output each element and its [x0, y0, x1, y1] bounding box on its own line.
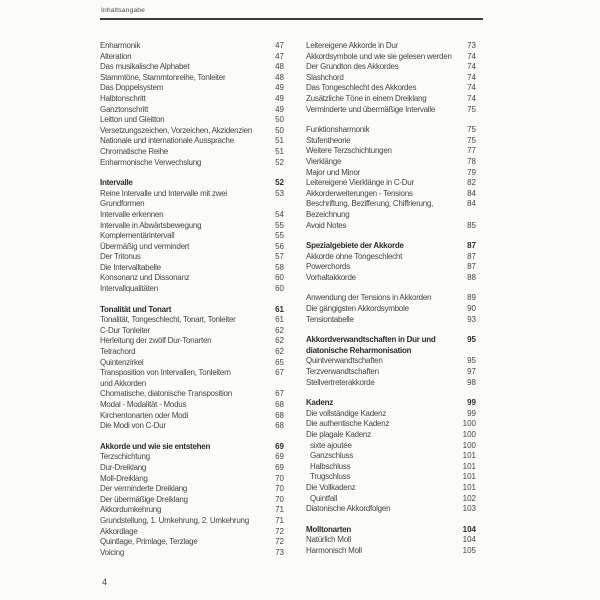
toc-entry-label: Komplementärintervall [100, 231, 175, 241]
toc-entry-label: Stammtöne, Stammtonreihe, Tonleiter [100, 72, 226, 82]
toc-entry-label: Enharmonische Verwechslung [100, 157, 202, 167]
toc-entry-label-line2: Bezeichnung [306, 209, 350, 219]
toc-entry-label: Stufentheorie [306, 135, 351, 145]
toc-entry-page: 55 [275, 220, 284, 230]
toc-entry-label: Harmonisch Moll [306, 545, 362, 555]
toc-group [306, 241, 476, 283]
toc-entry-label: Voicing [100, 547, 125, 557]
toc-entry [306, 41, 476, 52]
toc-entry [100, 505, 284, 516]
toc-entry-page: 95 [467, 335, 476, 345]
toc-entry [306, 157, 476, 168]
toc-entry [100, 242, 284, 253]
toc-entry-label: Trugschluss [310, 472, 351, 482]
toc-entry-label: Akkordverwandtschaften in Dur und [306, 335, 436, 345]
toc-entry-page: 48 [275, 72, 284, 82]
toc-entry [100, 537, 284, 548]
toc-entry-page: 87 [467, 251, 476, 261]
toc-entry-label: C-Dur Tonleiter [100, 325, 150, 335]
toc-entry-page: 98 [467, 377, 476, 387]
toc-entry [306, 136, 476, 147]
toc-entry-page: 54 [275, 209, 284, 219]
toc-entry-label: Herleitung der zwölf Dur-Tonarten [100, 336, 212, 346]
toc-entry-page: 90 [467, 304, 476, 314]
toc-entry-label: Spezialgebiete der Akkorde [306, 241, 404, 251]
toc-entry-label: Tonalität, Tongeschlecht, Tonart, Tonleiter [100, 315, 236, 325]
toc-entry-page: 70 [275, 473, 284, 483]
toc-entry-page: 100 [462, 430, 476, 439]
toc-entry-page: 55 [275, 231, 284, 241]
toc-entry [306, 483, 476, 494]
toc-entry-page: 101 [462, 482, 476, 492]
toc-entry [306, 83, 476, 94]
toc-entry [306, 535, 476, 546]
toc-entry-label: Die vollständige Kadenz [306, 408, 387, 418]
toc-entry-label: Die Vollkadenz [306, 482, 356, 492]
toc-entry [100, 52, 284, 63]
toc-entry-page: 49 [275, 83, 284, 93]
toc-entry-label: Grundstellung, 1. Umkehrung, 2. Umkehrung [100, 515, 249, 525]
toc-column-left [100, 41, 284, 568]
toc-entry [100, 516, 284, 527]
toc-entry-page: 50 [275, 125, 284, 135]
toc-entry-label: Intervallqualitäten [100, 284, 158, 294]
toc-entry [306, 73, 476, 84]
toc-entry-page: 87 [467, 241, 476, 251]
toc-entry [306, 378, 476, 389]
toc-entry-label: Akkordumkehrung [100, 505, 162, 515]
toc-entry-page: 69 [275, 441, 284, 451]
toc-entry-page: 74 [467, 51, 476, 61]
toc-entry-page: 77 [467, 146, 476, 156]
toc-entry-page: 67 [275, 389, 284, 399]
toc-entry-page: 85 [467, 220, 476, 230]
toc-entry-label-line2: diatonische Reharmonisation [306, 345, 412, 355]
toc-entry-label: Terzschichtung [100, 452, 150, 462]
toc-entry [100, 484, 284, 495]
toc-entry-page: 103 [462, 504, 476, 514]
toc-entry [100, 126, 284, 137]
toc-entry-label: Major und Minor [306, 167, 361, 177]
toc-entry [306, 494, 476, 505]
toc-entry [100, 115, 284, 126]
toc-entry-page: 68 [275, 410, 284, 420]
toc-entry-page: 69 [275, 462, 284, 472]
toc-entry [306, 105, 476, 116]
toc-entry [100, 368, 284, 389]
toc-entry-page: 93 [467, 314, 476, 324]
toc-entry [100, 41, 284, 52]
toc-entry-page: 95 [467, 356, 476, 366]
toc-entry-label: Dur-Dreiklang [100, 462, 147, 472]
toc-entry [100, 221, 284, 232]
toc-entry-label: Ganztonschritt [100, 104, 149, 114]
toc-entry [100, 389, 284, 400]
toc-entry-label: Weitere Terzschichtungen [306, 146, 392, 156]
toc-entry-page: 57 [275, 252, 284, 262]
toc-entry [306, 199, 476, 220]
toc-entry-label: Reine Intervalle und Intervalle mit zwei [100, 188, 227, 198]
toc-entry [306, 409, 476, 420]
toc-group [100, 178, 284, 295]
toc-entry-page: 105 [462, 545, 476, 555]
toc-entry-label: Die Modi von C-Dur [100, 421, 166, 431]
toc-entry [306, 356, 476, 367]
toc-entry [306, 221, 476, 232]
toc-entry [306, 62, 476, 73]
toc-entry-page: 51 [275, 146, 284, 156]
toc-entry-label: Alteration [100, 51, 132, 61]
toc-group [306, 398, 476, 515]
toc-entry-label: Der Tritonus [100, 252, 141, 262]
toc-entry-label: Die gängigsten Akkordsymbole [306, 304, 409, 314]
toc-group [306, 41, 476, 115]
toc-entry-label: Die authentische Kadenz [306, 419, 390, 429]
toc-entry-label: Kirchentonarten oder Modi [100, 410, 189, 420]
toc-entry-label: Stellvertreterakkorde [306, 377, 375, 387]
toc-entry-label: Konsonanz und Dissonanz [100, 273, 190, 283]
toc-entry-page: 68 [275, 400, 284, 409]
toc-entry [100, 358, 284, 369]
toc-entry-page: 82 [467, 178, 476, 188]
toc-entry [306, 241, 476, 252]
toc-entry-label: Akkordlage [100, 526, 138, 536]
toc-group [100, 305, 284, 432]
toc-entry-page: 100 [462, 419, 476, 429]
toc-entry-page: 62 [275, 347, 284, 357]
toc-entry [100, 347, 284, 358]
toc-entry-page: 52 [275, 178, 284, 188]
toc-entry-label: Intervalle [100, 178, 133, 188]
toc-entry [100, 326, 284, 337]
toc-entry-label: Anwendung der Tensions in Akkorden [306, 293, 432, 303]
toc-entry [100, 474, 284, 485]
toc-entry-label: Tonalität und Tonart [100, 304, 172, 314]
toc-entry-label: Akkorde und wie sie entstehen [100, 441, 211, 451]
toc-entry-page: 99 [467, 408, 476, 418]
toc-entry-page: 51 [275, 136, 284, 146]
toc-entry [100, 305, 284, 316]
toc-entry-label: Vorhaltakkorde [306, 272, 356, 282]
toc-entry-page: 75 [467, 104, 476, 114]
toc-entry-page: 50 [275, 115, 284, 125]
toc-entry-page: 97 [467, 367, 476, 377]
toc-entry-label: Funktionsharmonik [306, 125, 370, 135]
toc-entry-label: Diatonische Akkordfolgen [306, 504, 391, 514]
toc-entry-page: 60 [275, 284, 284, 294]
toc-entry-label: Halbtonschritt [100, 93, 146, 103]
toc-entry [306, 293, 476, 304]
toc-entry [100, 263, 284, 274]
toc-entry-label: Der übermäßige Dreiklang [100, 494, 188, 504]
toc-entry [306, 504, 476, 515]
toc-entry-label: Avoid Notes [306, 220, 347, 230]
toc-entry [100, 252, 284, 263]
toc-entry [306, 430, 476, 441]
toc-entry-label: Intervalle erkennen [100, 209, 164, 219]
toc-entry-label: sixte ajoutée [310, 440, 352, 450]
toc-entry [100, 421, 284, 432]
toc-entry-label: Beschriftung, Bezifferung, Chiffrierung, [306, 199, 434, 209]
toc-entry-label: Leitereigene Vierklänge in C-Dur [306, 178, 414, 188]
toc-entry [100, 452, 284, 463]
toc-entry-page: 72 [275, 526, 284, 536]
toc-entry-page: 72 [275, 537, 284, 547]
toc-entry [100, 273, 284, 284]
toc-entry-page: 89 [467, 293, 476, 303]
toc-entry [306, 419, 476, 430]
toc-entry-label: Chromatische Reihe [100, 146, 168, 156]
toc-entry [306, 441, 476, 452]
toc-entry-page: 70 [275, 484, 284, 494]
toc-entry-page: 75 [467, 125, 476, 135]
toc-entry-page: 74 [467, 93, 476, 103]
toc-entry [306, 94, 476, 105]
toc-entry-label: Leitton und Gleitton [100, 115, 165, 125]
toc-entry-label: Modal - Modalität - Modus [100, 400, 187, 409]
toc-entry-label: Molltonarten [306, 524, 351, 534]
toc-entry [100, 62, 284, 73]
toc-entry-page: 62 [275, 325, 284, 335]
toc-entry-label: Die plagale Kadenz [306, 430, 371, 439]
toc-entry [306, 367, 476, 378]
toc-group [306, 125, 476, 231]
toc-entry-page: 69 [275, 452, 284, 462]
toc-entry [100, 336, 284, 347]
toc-entry-page: 71 [275, 505, 284, 515]
toc-entry-page: 52 [275, 157, 284, 167]
toc-entry-label: Ganzschluss [310, 451, 354, 461]
toc-entry [306, 451, 476, 462]
toc-entry-page: 84 [467, 199, 476, 209]
toc-entry-page: 60 [275, 273, 284, 283]
toc-entry [100, 73, 284, 84]
toc-entry-label: Enharmonik [100, 41, 141, 50]
toc-entry-page: 49 [275, 104, 284, 114]
toc-entry-label: Quintenzirkel [100, 357, 144, 367]
toc-entry [100, 527, 284, 538]
toc-entry-page: 62 [275, 336, 284, 346]
toc-entry-page: 58 [275, 262, 284, 272]
toc-entry [100, 495, 284, 506]
toc-column-right [306, 41, 476, 567]
toc-entry-page: 48 [275, 62, 284, 72]
toc-entry [306, 398, 476, 409]
page-number: 4 [102, 577, 108, 587]
toc-entry-page: 87 [467, 262, 476, 272]
running-header-label: Inhaltsangabe [101, 7, 146, 14]
toc-entry [306, 315, 476, 326]
toc-entry [100, 284, 284, 295]
toc-entry-page: 73 [467, 41, 476, 50]
toc-entry-label: Akkorderweiterungen - Tensions [306, 188, 413, 198]
toc-entry-label: Zusätzliche Töne in einem Dreiklang [306, 93, 427, 103]
toc-entry [306, 472, 476, 483]
toc-entry-page: 47 [275, 51, 284, 61]
toc-entry-label: Das Tongeschlecht des Akkordes [306, 83, 417, 93]
toc-entry-page: 74 [467, 83, 476, 93]
toc-entry [306, 273, 476, 284]
toc-entry [306, 178, 476, 189]
toc-entry [100, 442, 284, 453]
toc-entry-label: Slashchord [306, 72, 344, 82]
toc-entry-page: 104 [462, 535, 476, 545]
toc-entry-page: 100 [462, 440, 476, 450]
toc-entry-label: Kadenz [306, 398, 333, 408]
toc-entry-label: Terzverwandtschaften [306, 367, 379, 377]
toc-entry-page: 84 [467, 188, 476, 198]
toc-group [306, 525, 476, 557]
toc-entry [100, 400, 284, 411]
toc-entry [306, 189, 476, 200]
toc-entry-label: Intervalle in Abwärtsbewegung [100, 220, 202, 230]
toc-entry-label-line2: Grundformen [100, 199, 145, 209]
toc-group [100, 41, 284, 168]
toc-entry [100, 105, 284, 116]
toc-entry [100, 463, 284, 474]
toc-entry-label: Versetzungszeichen, Vorzeichen, Akzidenzien [100, 125, 253, 135]
toc-entry-label: Übermäßig und vermindert [100, 241, 190, 251]
toc-entry-page: 67 [275, 368, 284, 378]
toc-entry [306, 335, 476, 356]
toc-entry [306, 304, 476, 315]
toc-entry [100, 315, 284, 326]
toc-entry-page: 61 [275, 304, 284, 314]
toc-entry [100, 548, 284, 559]
toc-entry-page: 65 [275, 357, 284, 367]
toc-entry-label: Das Doppelsystem [100, 83, 164, 93]
toc-entry-label: Der Grundton des Akkordes [306, 62, 399, 72]
toc-entry [306, 168, 476, 179]
toc-entry-page: 102 [462, 493, 476, 503]
toc-entry-label: Transposition von Intervallen, Tonleitern [100, 368, 231, 378]
toc-entry [100, 411, 284, 422]
toc-entry-page: 99 [467, 398, 476, 408]
toc-entry [100, 147, 284, 158]
header-rule [100, 18, 483, 20]
toc-entry [100, 136, 284, 147]
toc-entry-page: 101 [462, 451, 476, 461]
toc-entry-label: Nationale und internationale Aussprache [100, 136, 234, 146]
toc-entry-page: 75 [467, 135, 476, 145]
toc-entry-page: 79 [467, 167, 476, 177]
toc-entry-page: 73 [275, 547, 284, 557]
toc-entry [306, 462, 476, 473]
toc-entry-label-line2: und Akkorden [100, 378, 146, 388]
toc-entry [100, 178, 284, 189]
toc-entry [100, 210, 284, 221]
toc-entry-page: 74 [467, 72, 476, 82]
toc-entry-page: 104 [462, 524, 476, 534]
toc-entry-page: 101 [462, 472, 476, 482]
toc-entry [306, 125, 476, 136]
toc-entry [100, 231, 284, 242]
toc-entry-page: 78 [467, 156, 476, 166]
toc-entry-label: Tetrachord [100, 347, 136, 357]
toc-entry-label: Quintfall [310, 493, 338, 503]
toc-group [306, 335, 476, 388]
toc-entry [306, 262, 476, 273]
toc-entry-label: Quintlage, Primlage, Terzlage [100, 537, 198, 547]
toc-entry [306, 146, 476, 157]
toc-entry-label: Vierklänge [306, 156, 342, 166]
toc-entry-label: Akkorde ohne Tongeschlecht [306, 251, 403, 261]
toc-entry-label: Chomatische, diatonische Transposition [100, 389, 232, 399]
toc-entry-page: 71 [275, 515, 284, 525]
toc-group [306, 293, 476, 325]
toc-entry [306, 52, 476, 63]
toc-entry-label: Das musikalische Alphabet [100, 62, 190, 72]
toc-entry [306, 525, 476, 536]
toc-entry-label: Quintverwandtschaften [306, 356, 383, 366]
toc-entry-label: Tensiontabelle [306, 314, 354, 324]
toc-entry [100, 83, 284, 94]
toc-entry-page: 88 [467, 272, 476, 282]
toc-entry-label: Halbschluss [310, 461, 351, 471]
toc-entry-page: 56 [275, 241, 284, 251]
toc-entry-label: Der verminderte Dreiklang [100, 484, 188, 494]
toc-entry-page: 53 [275, 188, 284, 198]
toc-entry [100, 189, 284, 210]
toc-entry-page: 70 [275, 494, 284, 504]
toc-entry-label: Verminderte und übermäßige Intervalle [306, 104, 436, 114]
toc-entry-page: 47 [275, 41, 284, 50]
toc-entry-page: 61 [275, 315, 284, 325]
toc-entry-page: 49 [275, 93, 284, 103]
toc-entry-page: 101 [462, 461, 476, 471]
toc-entry-label: Leitereigene Akkorde in Dur [306, 41, 398, 50]
toc-group [100, 442, 284, 559]
toc-entry-label: Moll-Dreiklang [100, 473, 148, 483]
toc-entry [100, 94, 284, 105]
toc-entry-label: Powerchords [306, 262, 350, 272]
toc-entry-label: Natürlich Moll [306, 535, 351, 545]
toc-entry-label: Akkordsymbole und wie sie gelesen werden [306, 51, 452, 61]
toc-entry [100, 158, 284, 169]
toc-entry-label: Die Intervalltabelle [100, 262, 161, 272]
toc-entry [306, 252, 476, 263]
toc-entry [306, 546, 476, 557]
toc-entry-page: 68 [275, 421, 284, 431]
toc-entry-page: 74 [467, 62, 476, 72]
